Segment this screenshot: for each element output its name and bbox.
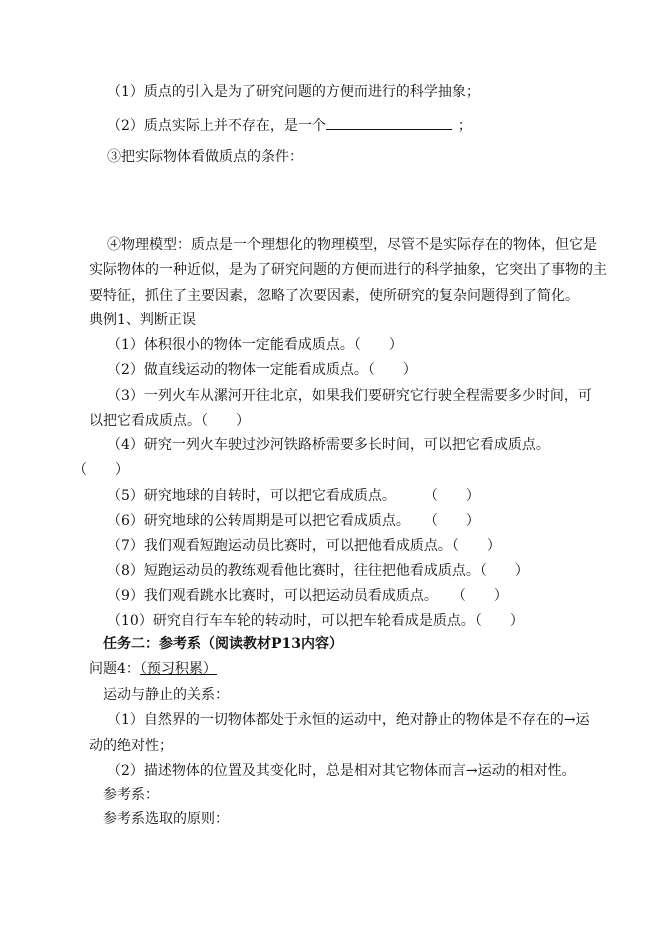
example-question-4-line-2: （ ） <box>73 462 129 478</box>
mass-point-condition: ③把实际物体看做质点的条件： <box>107 149 303 165</box>
example-question-5: （5）研究地球的自转时，可以把它看成质点。 （ ） <box>107 488 480 504</box>
example-question-3-line-1: （3）一列火车从漯河开往北京，如果我们要研究它行驶全程需要多少时间，可 <box>107 388 592 404</box>
fill-in-blank[interactable] <box>326 116 452 130</box>
motion-relation-1-line-2: 动的绝对性； <box>89 738 173 754</box>
example-question-8: （8）短跑运动员的教练观看他比赛时，往往把他看成质点。（ ） <box>107 563 529 579</box>
mass-point-item-2-prefix: （2）质点实际上并不存在，是一个 <box>107 118 326 134</box>
example-question-3-line-2: 以把它看成质点。（ ） <box>89 413 250 429</box>
example-question-9: （9）我们观看跳水比赛时，可以把运动员看成质点。 （ ） <box>107 588 508 604</box>
example-question-10: （10）研究自行车车轮的转动时，可以把车轮看成是质点。（ ） <box>107 613 524 629</box>
mass-point-item-2-suffix: ； <box>457 118 472 134</box>
example-question-4-line-1: （4）研究一列火车驶过沙河铁路桥需要多长时间，可以把它看成质点。 <box>107 437 550 453</box>
task2-title: 任务二：参考系（阅读教材P13内容） <box>103 636 344 652</box>
mass-point-item-1: （1）质点的引入是为了研究问题的方便而进行的科学抽象； <box>107 84 480 100</box>
example-question-7: （7）我们观看短跑运动员比赛时，可以把他看成质点。（ ） <box>107 538 501 554</box>
question-4-tag: （预习积累） <box>139 661 217 677</box>
model-paragraph-line-3: 要特征，抓住了主要因素，忽略了次要因素，使所研究的复杂问题得到了简化。 <box>89 288 579 304</box>
motion-relation-title: 运动与静止的关系： <box>103 687 229 703</box>
example-question-2: （2）做直线运动的物体一定能看成质点。（ ） <box>107 362 417 378</box>
example-question-1: （1）体积很小的物体一定能看成质点。（ ） <box>107 337 403 353</box>
reference-frame-label: 参考系： <box>103 787 159 803</box>
mass-point-item-2 <box>107 116 472 135</box>
reference-frame-principle: 参考系选取的原则： <box>103 811 229 827</box>
question-4-label: 问题4： <box>89 661 140 677</box>
example-title: 典例1、判断正误 <box>89 312 196 328</box>
example-question-6: （6）研究地球的公转周期是可以把它看成质点。 （ ） <box>107 513 480 529</box>
motion-relation-1-line-1: （1）自然界的一切物体都处于永恒的运动中，绝对静止的物体是不存在的→运 <box>107 712 590 728</box>
model-paragraph-line-2: 实际物体的一种近似，是为了研究问题的方便而进行的科学抽象，它突出了事物的主 <box>89 262 607 278</box>
motion-relation-2: （2）描述物体的位置及其变化时，总是相对其它物体而言→运动的相对性。 <box>107 763 576 779</box>
question-4-heading <box>89 660 217 678</box>
model-paragraph-line-1: ④物理模型：质点是一个理想化的物理模型，尽管不是实际存在的物体，但它是 <box>107 237 597 253</box>
